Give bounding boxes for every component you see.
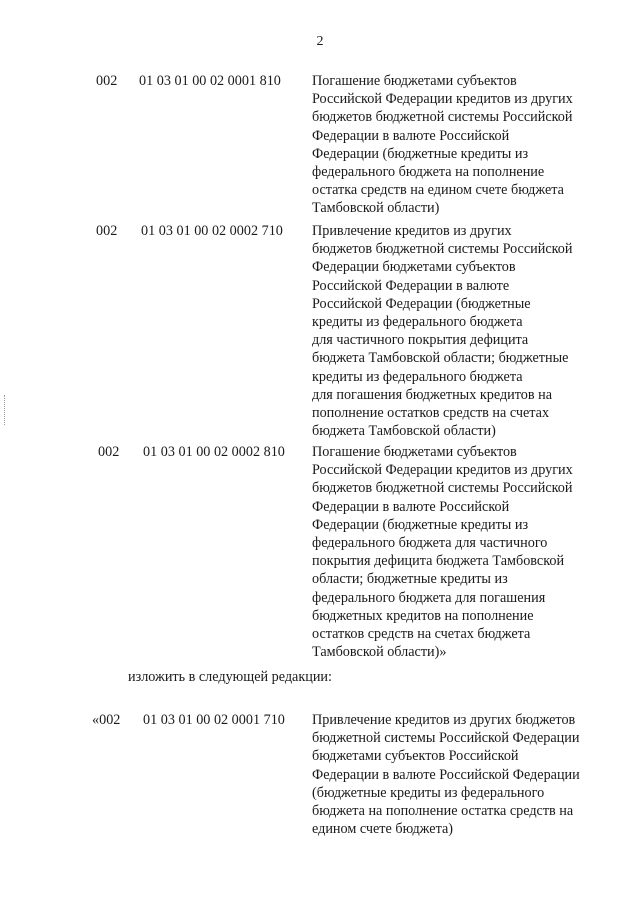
budget-classification-code: 01 03 01 00 02 0001 810: [139, 73, 281, 89]
code-description: Погашение бюджетами субъектов Российской Федерации кредитов из других бюджетов бюджетной системы Российской Федерации в валюте Российской Федерации (бюджетные кредиты из федерального бюджета на пополнение остатка средств на едином счете бюджета Тамбовской области): [312, 73, 573, 217]
code-description: Погашение бюджетами субъектов Российской Федерации кредитов из других бюджетов бюджетной системы Российской Федерации в валюте Российской Федерации (бюджетные кредиты из федерального бюджета для частичного покрытия дефицита бюджета Тамбовской области; бюджетные кредиты из федерального бюджета для погашения бюджетных кредитов на пополнение остатков средств на счетах бюджета Тамбовской области)»: [312, 444, 573, 661]
admin-code: 002: [96, 73, 118, 89]
budget-classification-code: 01 03 01 00 02 0002 810: [143, 444, 285, 460]
instruction-text: изложить в следующей редакции:: [128, 669, 332, 685]
page-number: 2: [316, 34, 324, 49]
admin-code: 002: [96, 223, 118, 239]
code-description: Привлечение кредитов из других бюджетов бюджетной системы Российской Федерации бюджетами субъектов Российской Федерации в валюте Российской Федерации (бюджетные кредиты из федерального бюджета на пополнение остатка средств на едином счете бюджета): [312, 712, 580, 838]
budget-classification-code: 01 03 01 00 02 0002 710: [141, 223, 283, 239]
margin-mark: [4, 395, 6, 425]
admin-code: «002: [92, 712, 121, 728]
admin-code: 002: [98, 444, 120, 460]
code-description: Привлечение кредитов из других бюджетов бюджетной системы Российской Федерации бюджетами субъектов Российской Федерации в валюте Российской Федерации (бюджетные кредиты из федерального бюджета для частичного покрытия дефицита бюджета Тамбовской области; бюджетные кредиты из федерального бюджета для погашения бюджетных кредитов на пополнение остатков средств на счетах бюджета Тамбовской области): [312, 223, 573, 440]
budget-classification-code: 01 03 01 00 02 0001 710: [143, 712, 285, 728]
